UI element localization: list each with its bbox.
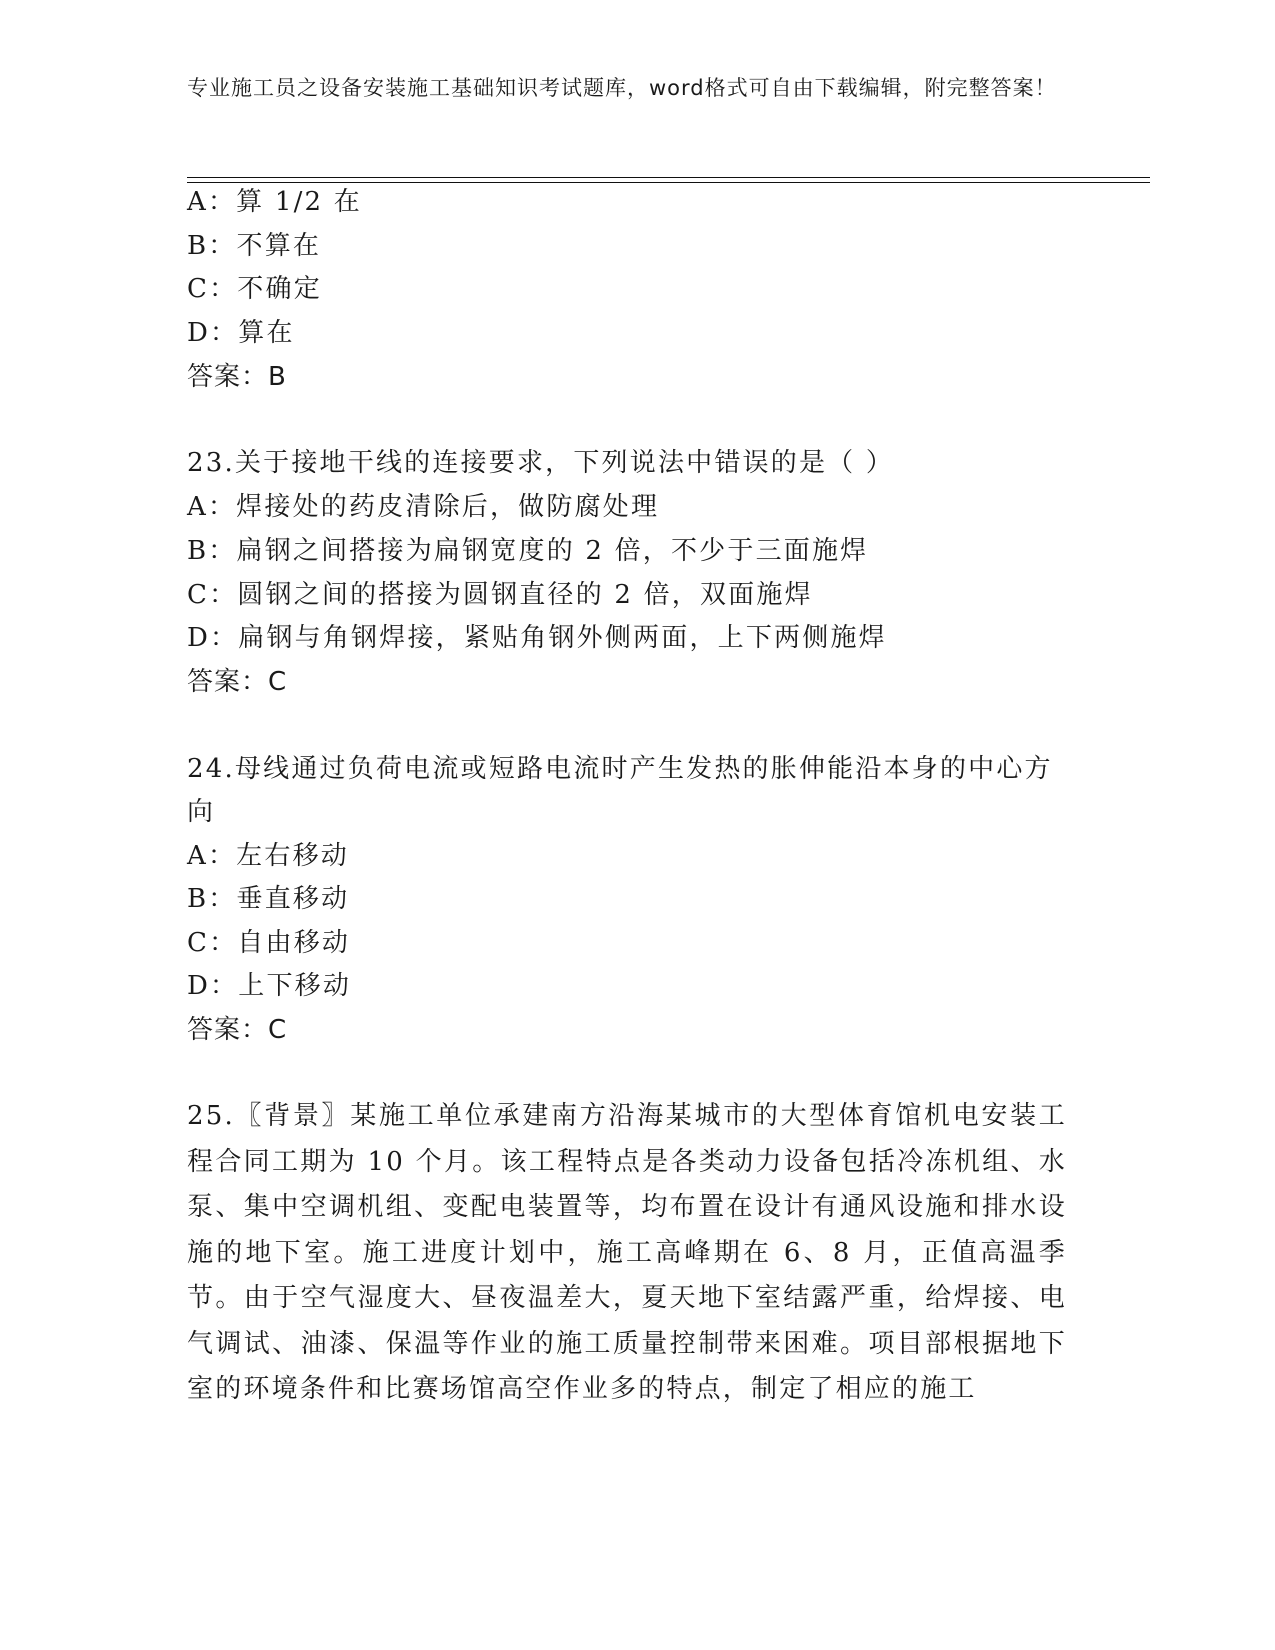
- header-rule-bottom: [187, 182, 1150, 183]
- q23-option-a: A：焊接处的药皮清除后，做防腐处理: [187, 492, 660, 522]
- q23-answer: 答案：C: [187, 667, 288, 697]
- q24-option-a: A：左右移动: [187, 841, 349, 871]
- q23-option-b: B：扁钢之间搭接为扁钢宽度的 2 倍，不少于三面施焊: [187, 536, 869, 566]
- q24-question-line-1: 24.母线通过负荷电流或短路电流时产生发热的胀伸能沿本身的中心方: [187, 754, 1053, 784]
- header-rule-top: [187, 177, 1150, 178]
- q25-background-paragraph: 25.〖背景〗某施工单位承建南方沿海某城市的大型体育馆机电安装工程合同工期为 10 个月。该工程特点是各类动力设备包括冷冻机组、水泵、集中空调机组、变配电装置等，均布置在设计有通风设施和排水设施的地下室。施工进度计划中，施工高峰期在 6、8 月，正值高温季节。由于空气湿度大、昼夜温差大，夏天地下室结露严重，给焊接、电气调试、油漆、保温等作业的施工质量控制带来困难。项目部根据地下室的环境条件和比赛场馆高空作业多的特点，制定了相应的施工: [187, 1101, 1067, 1404]
- q24-answer: 答案：C: [187, 1015, 288, 1045]
- q23-option-d: D：扁钢与角钢焊接，紧贴角钢外侧两面，上下两侧施焊: [187, 623, 887, 653]
- q24-question-line-2: 向: [187, 797, 216, 827]
- q22-answer: 答案：B: [187, 362, 287, 392]
- q23-option-c: C：圆钢之间的搭接为圆钢直径的 2 倍，双面施焊: [187, 580, 813, 610]
- q24-option-d: D：上下移动: [187, 971, 352, 1001]
- q23-question: 23.关于接地干线的连接要求，下列说法中错误的是（ ）: [187, 448, 895, 478]
- q22-option-a: A：算 1/2 在: [187, 187, 362, 217]
- q22-option-c: C：不确定: [187, 274, 322, 304]
- document-header: 专业施工员之设备安装施工基础知识考试题库，word格式可自由下载编辑，附完整答案！: [187, 76, 1057, 100]
- q24-option-c: C：自由移动: [187, 928, 351, 958]
- q22-option-b: B：不算在: [187, 231, 322, 261]
- q24-option-b: B：垂直移动: [187, 884, 350, 914]
- q22-option-d: D：算在: [187, 318, 295, 348]
